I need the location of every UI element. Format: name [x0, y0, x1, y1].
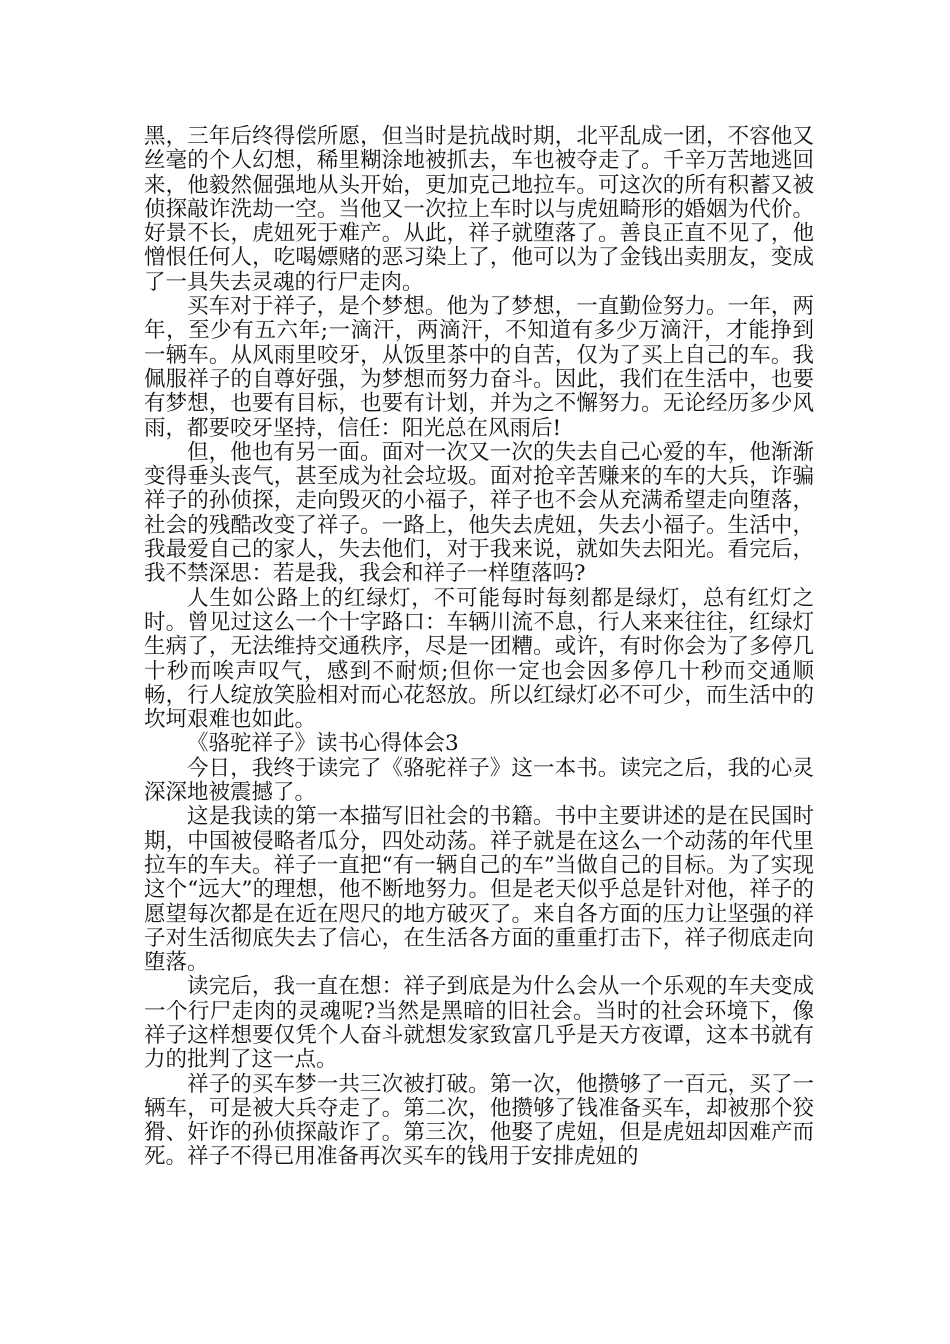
paragraph-1: 黑，三年后终得偿所愿，但当时是抗战时期，北平乱成一团，不容他又丝毫的个人幻想，稀里糊涂地被抓去，车也被夺走了。千辛万苦地逃回来，他毅然倔强地从头开始，更加克己地拉车。可这次的所有积蓄又被侦探敲诈洗劫一空。当他又一次拉上车时以与虎妞畸形的婚姻为代价。好景不长，虎妞死于难产。从此，祥子就堕落了。善良正直不见了，他憎恨任何人，吃喝嫖赌的恶习染上了，他可以为了金钱出卖朋友，变成了一具失去灵魂的行尸走肉。 [144, 124, 814, 295]
paragraph-2: 买车对于祥子，是个梦想。他为了梦想，一直勤俭努力。一年，两年，至少有五六年;一滴汗，两滴汗，不知道有多少万滴汗，才能挣到一辆车。从风雨里咬牙，从饭里茶中的自苦，仅为了买上自己的车。我佩服祥子的自尊好强，为梦想而努力奋斗。因此，我们在生活中，也要有梦想，也要有目标，也要有计划，并为之不懈努力。无论经历多少风雨，都要咬牙坚持，信任：阳光总在风雨后! [144, 294, 814, 441]
paragraph-3: 但，他也有另一面。面对一次又一次的失去自己心爱的车，他渐渐变得垂头丧气，甚至成为社会垃圾。面对抢辛苦赚来的车的大兵，诈骗祥子的孙侦探，走向毁灭的小福子，祥子也不会从充满希望走向堕落，社会的残酷改变了祥子。一路上，他失去虎妞，失去小福子。生活中，我最爱自己的家人，失去他们，对于我来说，就如失去阳光。看完后，我不禁深思：若是我，我会和祥子一样堕落吗? [144, 439, 814, 587]
section-heading: 《骆驼祥子》读书心得体会3 [187, 731, 459, 757]
paragraph-4: 人生如公路上的红绿灯，不可能每时每刻都是绿灯，总有红灯之时。曾见过这么一个十字路口：车辆川流不息，行人来来往往，红绿灯生病了，无法维持交通秩序，尽是一团糟。或许，有时你会为了多停几十秒而唉声叹气，感到不耐烦;但你一定也会因多停几十秒而交通顺畅，行人绽放笑脸相对而心花怒放。所以红绿灯必不可少，而生活中的坎坷艰难也如此。 [144, 585, 814, 733]
paragraph-7: 读完后，我一直在想：祥子到底是为什么会从一个乐观的车夫变成一个行尸走肉的灵魂呢?当然是黑暗的旧社会。当时的社会环境下，像祥子这样想要仅凭个人奋斗就想发家致富几乎是天方夜谭，这本书就有力的批判了这一点。 [144, 974, 814, 1073]
paragraph-8: 祥子的买车梦一共三次被打破。第一次，他攒够了一百元，买了一辆车，可是被大兵夺走了。第二次，他攒够了钱准备买车，却被那个狡猾、奸诈的孙侦探敲诈了。第三次，他娶了虎妞，但是虎妞却因难产而死。祥子不得已用准备再次买车的钱用于安排虎妞的 [144, 1071, 814, 1170]
paragraph-5: 今日，我终于读完了《骆驼祥子》这一本书。读完之后，我的心灵深深地被震撼了。 [144, 755, 814, 806]
paragraph-6: 这是我读的第一本描写旧社会的书籍。书中主要讲述的是在民国时期，中国被侵略者瓜分，四处动荡。祥子就是在这么一个动荡的年代里拉车的车夫。祥子一直把“有一辆自己的车”当做自己的目标。为了实现这个“远大”的理想，他不断地努力。但是老天似乎总是针对他，祥子的愿望每次都是在近在咫尺的地方破灭了。来自各方面的压力让坚强的祥子对生活彻底失去了信心，在生活各方面的重重打击下，祥子彻底走向堕落。 [144, 804, 814, 976]
document-body [144, 125, 814, 1170]
